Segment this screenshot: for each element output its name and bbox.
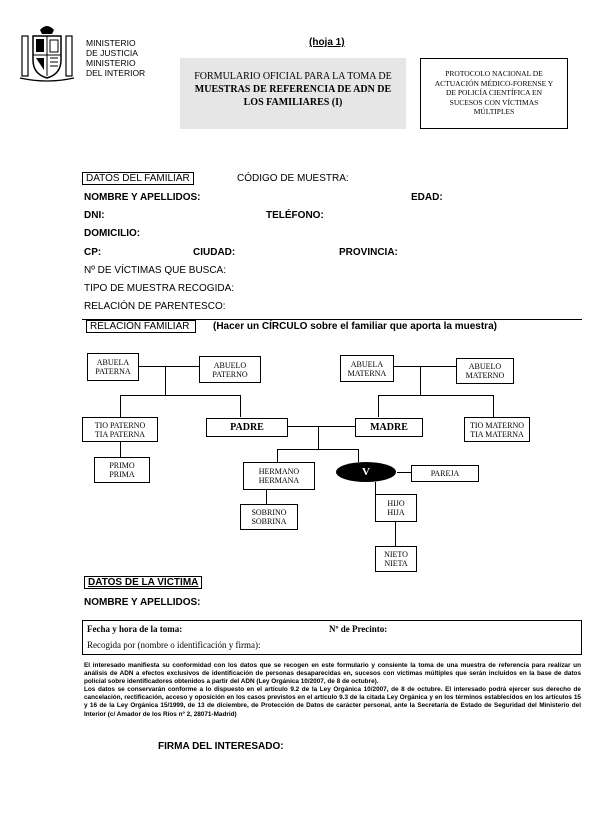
tree-label: HERMANO: [258, 467, 300, 476]
connector-line: [287, 426, 355, 427]
tree-label: SOBRINO: [251, 508, 287, 517]
form-title-line: LOS FAMILIARES (I): [243, 97, 343, 108]
connector-line: [240, 395, 241, 417]
connector-line: [120, 440, 121, 457]
victim-marker[interactable]: [336, 462, 396, 482]
protocol-line: MÚLTIPLES: [473, 107, 515, 116]
connector-line: [277, 449, 278, 462]
protocol-line: ACTUACIÓN MÉDICO-FORENSE Y: [434, 78, 554, 88]
tree-label: ABUELO: [468, 362, 502, 371]
collected-by-label: Recogida por (nombre o identificación y firma):: [87, 640, 261, 650]
connector-line: [378, 395, 379, 417]
protocol-box: [420, 58, 568, 129]
tree-label: ABUELA: [96, 358, 130, 367]
form-title-line: MUESTRAS DE REFERENCIA DE ADN DE: [194, 84, 392, 95]
legal-paragraph: Los datos se conservarán conforme a lo dispuesto en el artículo 9.2 de la Ley Orgánica 10/2007, de 8 de octubre. El interesado podrá ejercer sus derecho de cancelación, rectificación, acceso y oposición en los casos previstos en el artículo 9.3 de la citada Ley Orgánica y en los términos establecidos en los artículos 15 y 16 de la Ley Orgánica 15/1999, de 13 de diciembre, de Protección de Datos de carácter personal, ante la Secretaría de Estado de Seguridad del Ministerio del Interior (c/ Amador de los Ríos nº 2, 28071-Madrid): [84, 686, 581, 718]
sample-type-label: TIPO DE MUESTRA RECOGIDA:: [84, 283, 235, 294]
connector-line: [392, 366, 456, 367]
form-title-box: [180, 58, 406, 129]
sheet-label: (hoja 1): [309, 37, 345, 48]
tree-label: HIJO: [387, 499, 405, 508]
cp-label: CP:: [84, 247, 102, 258]
tree-label: NIETA: [384, 559, 408, 568]
sobrino-box[interactable]: [240, 504, 298, 530]
signature-label: FIRMA DEL INTERESADO:: [158, 741, 284, 752]
abuela-paterna-box[interactable]: [87, 353, 139, 381]
ministry-line: DEL INTERIOR: [86, 68, 146, 78]
connector-line: [375, 482, 376, 494]
nieto-box[interactable]: [375, 546, 417, 572]
tree-label: TIA MATERNA: [470, 429, 524, 439]
ministry-line: DE JUSTICIA: [86, 48, 138, 58]
dni-label: DNI:: [84, 210, 105, 221]
connector-line: [120, 395, 121, 417]
relation-section-title: RELACIÓN FAMILIAR: [86, 320, 196, 333]
sample-code-label: CÓDIGO DE MUESTRA:: [237, 173, 349, 184]
victim-name-label: NOMBRE Y APELLIDOS:: [84, 597, 201, 608]
victim-label: V: [362, 465, 370, 478]
tree-label: SOBRINA: [251, 517, 287, 526]
tree-label: ABUELO: [213, 360, 247, 370]
connector-line: [137, 366, 199, 367]
tio-materno-box[interactable]: [464, 417, 530, 442]
coat-of-arms-emblem: [18, 22, 76, 84]
province-label: PROVINCIA:: [339, 247, 398, 258]
tree-label: MATERNA: [347, 368, 387, 378]
tree-label: NIETO: [384, 550, 408, 559]
tree-label: PRIMA: [109, 470, 135, 479]
tree-label: TIO MATERNO: [470, 420, 524, 430]
connector-line: [318, 426, 319, 449]
tree-label: MATERNO: [465, 371, 505, 380]
seal-number-label: Nº de Precinto:: [329, 624, 388, 634]
connector-line: [120, 395, 240, 396]
abuela-materna-box[interactable]: [340, 355, 394, 382]
tree-label: HIJA: [387, 508, 405, 517]
date-time-label: Fecha y hora de la toma:: [87, 624, 183, 634]
madre-box[interactable]: [355, 418, 423, 437]
abuelo-materno-box[interactable]: [456, 358, 514, 384]
connector-line: [277, 449, 358, 450]
connector-line: [395, 520, 396, 546]
tree-label: PAREJA: [430, 469, 460, 478]
tree-label: TIA PATERNA: [94, 429, 146, 439]
protocol-line: DE POLICÍA CIENTÍFICA EN: [445, 88, 543, 97]
victim-section-title: DATOS DE LA VÍCTIMA: [84, 576, 202, 589]
familiar-section-title: DATOS DEL FAMILIAR: [82, 172, 194, 185]
legal-text: [84, 662, 581, 719]
connector-line: [266, 488, 267, 504]
pareja-box[interactable]: [411, 465, 479, 482]
abuelo-paterno-box[interactable]: [199, 356, 261, 383]
ministry-line: MINISTERIO: [86, 38, 136, 48]
tree-label: HERMANA: [258, 476, 300, 485]
form-title-line: FORMULARIO OFICIAL PARA LA TOMA DE: [194, 71, 392, 82]
tree-label: ABUELA: [350, 359, 384, 369]
ministry-block: [86, 38, 145, 78]
tree-label: MADRE: [370, 422, 408, 433]
relation-label: RELACIÓN DE PARENTESCO:: [84, 301, 226, 312]
tree-label: PADRE: [230, 422, 264, 433]
tree-label: PRIMO: [109, 461, 135, 470]
connector-line: [358, 449, 359, 462]
protocol-line: SUCESOS CON VÍCTIMAS: [449, 97, 539, 107]
connector-line: [493, 395, 494, 417]
city-label: CIUDAD:: [193, 247, 236, 258]
tree-label: TIO PATERNO: [94, 420, 146, 430]
age-label: EDAD:: [411, 192, 443, 203]
hijo-box[interactable]: [375, 494, 417, 522]
victims-count-label: Nº DE VÍCTIMAS QUE BUSCA:: [84, 265, 227, 276]
address-label: DOMICILIO:: [84, 228, 141, 239]
protocol-line: PROTOCOLO NACIONAL DE: [445, 69, 543, 78]
hermano-box[interactable]: [243, 462, 315, 490]
tio-paterno-box[interactable]: [82, 417, 158, 442]
padre-box[interactable]: [206, 418, 288, 437]
phone-label: TELÉFONO:: [266, 210, 324, 221]
legal-paragraph: El interesado manifiesta su conformidad con los datos que se recogen en este formulario y consiente la toma de una muestra de referencia para realizar un análisis de ADN a efectos exclusivos de identificación de personas desaparecidas en, sucesos con víctimas múltiples que serán incluidos en la base de datos policial sobre identificadores obtenidos a partir del ADN (Ley Orgánica 10/2007, de 8 de octubre).: [84, 662, 581, 686]
relation-instruction: (Hacer un CÍRCULO sobre el familiar que aporta la muestra): [213, 321, 497, 332]
ministry-line: MINISTERIO: [86, 58, 136, 68]
connector-line: [397, 472, 411, 473]
collection-box: [82, 620, 582, 655]
primo-box[interactable]: [94, 457, 150, 483]
tree-label: PATERNA: [95, 367, 131, 376]
familiar-name-label: NOMBRE Y APELLIDOS:: [84, 192, 201, 203]
tree-label: PATERNO: [212, 369, 248, 379]
connector-line: [165, 366, 166, 395]
connector-line: [420, 366, 421, 395]
connector-line: [378, 395, 493, 396]
